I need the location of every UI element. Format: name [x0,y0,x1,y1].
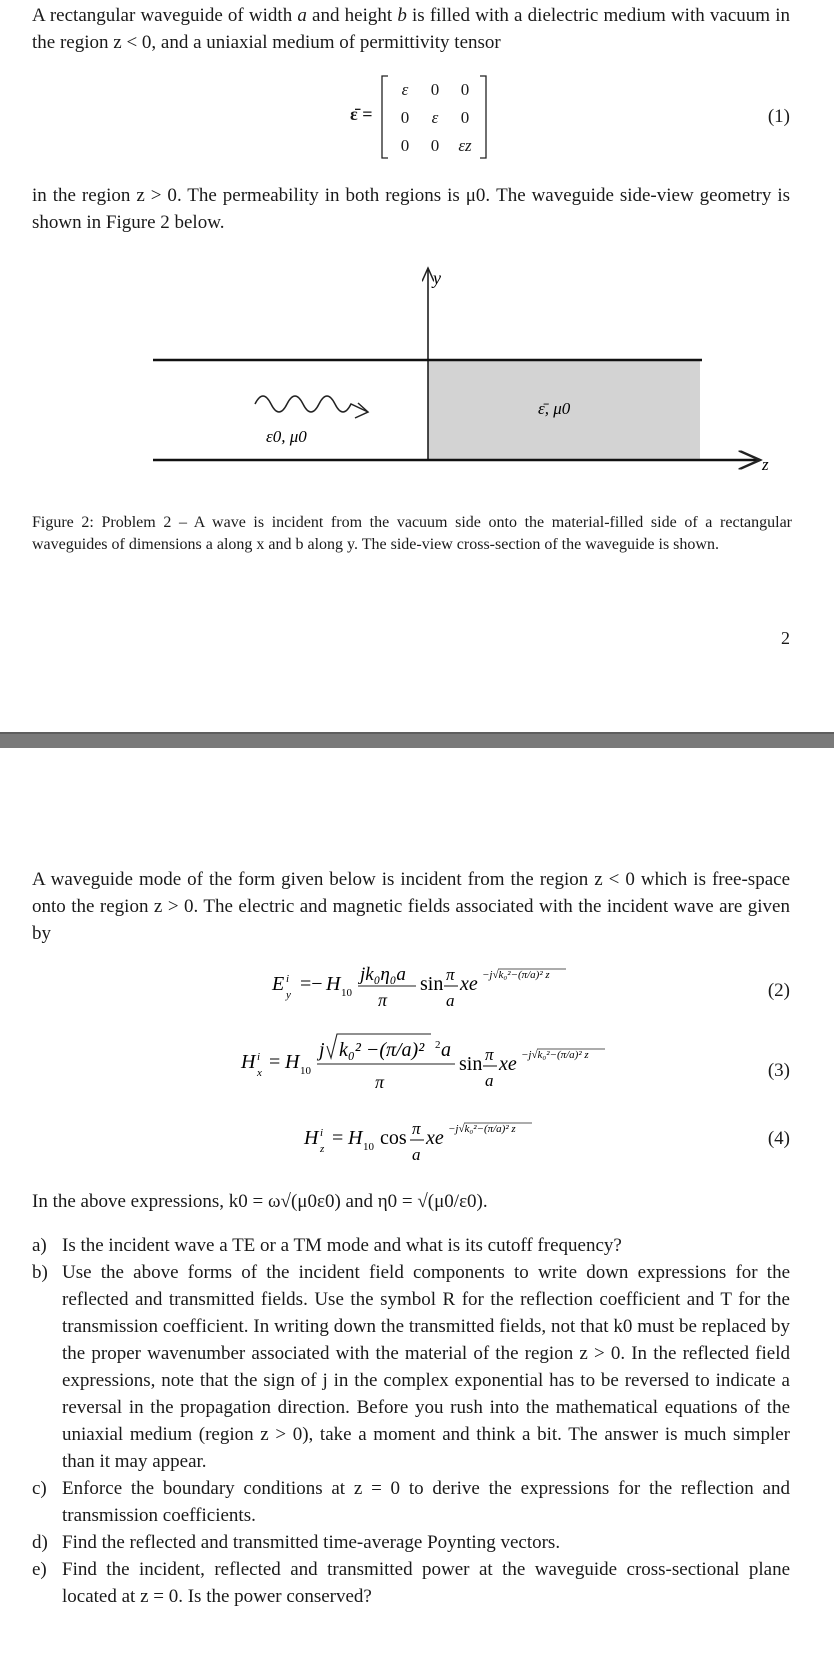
svg-text:10: 10 [363,1141,374,1153]
svg-text:sin: sin [420,973,444,995]
question-text: Find the reflected and transmitted time-average Poynting vectors. [62,1532,561,1553]
intro-text-1: A rectangular waveguide of width [32,5,293,26]
cond-vacuum: z < 0 [113,32,152,53]
eq2-number: (2) [767,980,790,1001]
svg-text:=−: =− [300,973,323,995]
var-a: a [297,5,307,26]
svg-text:i: i [257,1051,261,1063]
equation-2 [260,958,600,1014]
svg-text:H: H [241,1051,256,1073]
svg-text:E: E [272,973,285,995]
svg-text:i: i [286,973,290,985]
tensor-cell: 0 [430,80,440,99]
eq1-number: (1) [767,106,790,127]
tensor-cell: 0 [460,108,470,127]
question-text: Is the incident wave a TE or a TM mode and what is its cutoff frequency? [62,1235,622,1256]
incident-wave-icon [255,396,368,412]
definitions: In the above expressions, k0 = ω√(μ0ε0) and η0 = √(μ0/ε0). [32,1191,488,1212]
svg-text:xe: xe [499,1053,517,1075]
eq4-number: (4) [767,1128,790,1149]
incident-intro: A waveguide mode of the form given below is incident from the region z < 0 which is free-space onto the region z > 0. The electric and magnetic fields associated with the incident wave are given by [32,869,790,944]
svg-text:y: y [286,989,291,1001]
intro-text-4: , and a uniaxial medium of permittivity tensor [151,32,501,53]
svg-text:−j√k₀²−(π/a)² z: −j√k₀²−(π/a)² z [521,1049,589,1061]
figure-caption: Figure 2: Problem 2 – A wave is incident from the vacuum side onto the material-filled side of a rectangular waveguides of dimensions a along x and b along y. The side-view cross-section of the waveguide is shown. [32,514,792,553]
tensor-cell: εz [458,136,472,155]
cond-material: z > 0 [136,185,177,206]
svg-text:a: a [446,991,455,1010]
svg-text:sin: sin [459,1053,483,1075]
list-item [32,1259,790,1475]
svg-text:x: x [257,1067,262,1079]
svg-text:xe: xe [426,1127,444,1149]
svg-text:10: 10 [300,1065,311,1077]
svg-text:cos: cos [380,1127,407,1149]
svg-text:k₀² −(π/a)²: k₀² −(π/a)² [339,1039,425,1061]
svg-text:a: a [485,1071,494,1090]
svg-text:a: a [441,1039,451,1061]
svg-text:−j√k₀²−(π/a)² z: −j√k₀²−(π/a)² z [482,969,550,981]
after-text-1: in the region [32,185,131,206]
svg-text:π: π [378,990,388,1010]
svg-text:a: a [412,1145,421,1164]
equation-4 [296,1112,576,1170]
svg-text:z: z [320,1143,325,1155]
wave-arrowhead-icon [355,403,368,418]
svg-text:π: π [375,1072,385,1092]
material-label: ε̄, μ0 [538,399,571,418]
question-text: Use the above forms of the incident field components to write down expressions for the reflected and transmitted fields. Use the symbol R for the reflection coefficient and T for the transmission coefficient. In writing down the transmitted fields, not that k0 must be replaced by the proper wavenumber associated with the material of the region z > 0. In the reflected field expressions, note that the sign of j in the complex exponential has to be reversed to indicate a reversal in the propagation direction. Before you rush into the mathematical equations of the uniaxial medium (region z > 0), take a moment and think a bit. The answer is much simpler than it may appear. [62,1262,790,1472]
intro-paragraph [32,2,790,56]
tensor-cell: ε [431,108,439,127]
list-item [32,1529,790,1556]
svg-text:π: π [485,1045,494,1064]
question-text: Find the incident, reflected and transmitted power at the waveguide cross-sectional plane located at z = 0. Is the power conserved? [62,1559,790,1607]
svg-text:10: 10 [341,987,352,999]
question-label: e) [32,1559,47,1580]
after-text-2: . The permeability in both regions is μ0. The waveguide side-view geometry is shown in Figure 2 below. [32,185,791,233]
after-tensor-paragraph [32,182,790,236]
svg-text:=: = [269,1051,281,1073]
question-text: Enforce the boundary conditions at z = 0 to derive the expressions for the reflection and transmission coefficients. [62,1478,790,1526]
tensor-matrix [390,76,480,160]
tensor-cell: 0 [400,136,410,155]
question-list [32,1232,790,1610]
question-label: a) [32,1235,47,1256]
question-label: b) [32,1262,48,1283]
tensor-cell: 0 [430,136,440,155]
svg-text:j: j [319,1039,325,1061]
eq3-number: (3) [767,1060,790,1081]
vacuum-label: ε0, μ0 [266,427,307,446]
question-label: c) [32,1478,47,1499]
intro-text-3: is filled with a dielectric medium with vacuum in the region [32,5,790,53]
svg-text:xe: xe [460,973,478,995]
z-axis-label: z [762,455,769,474]
page-divider [0,732,834,748]
question-label: d) [32,1532,48,1553]
svg-text:H: H [348,1127,363,1149]
svg-text:=: = [332,1127,344,1149]
page-number: 2 [781,628,790,648]
tensor-label: ε̄ = [350,104,373,124]
list-item [32,1556,790,1610]
var-b: b [397,5,407,26]
tensor-cell: ε [401,80,409,99]
svg-text:jk₀η₀a: jk₀η₀a [360,964,406,985]
svg-text:H: H [304,1127,319,1149]
svg-text:π: π [446,965,455,984]
svg-text:H: H [285,1051,300,1073]
tensor-cell: 0 [400,108,410,127]
equation-1 [350,74,490,160]
svg-text:−j√k₀²−(π/a)² z: −j√k₀²−(π/a)² z [448,1123,516,1135]
svg-text:H: H [326,973,341,995]
tensor-cell: 0 [460,80,470,99]
svg-text:i: i [320,1127,324,1139]
waveguide-figure [0,262,834,482]
intro-text-2: and height [312,5,393,26]
list-item [32,1475,790,1529]
svg-text:π: π [412,1119,421,1138]
y-axis-label: y [433,268,441,288]
list-item [32,1232,790,1259]
svg-text:2: 2 [435,1039,441,1051]
equation-3 [235,1026,615,1098]
